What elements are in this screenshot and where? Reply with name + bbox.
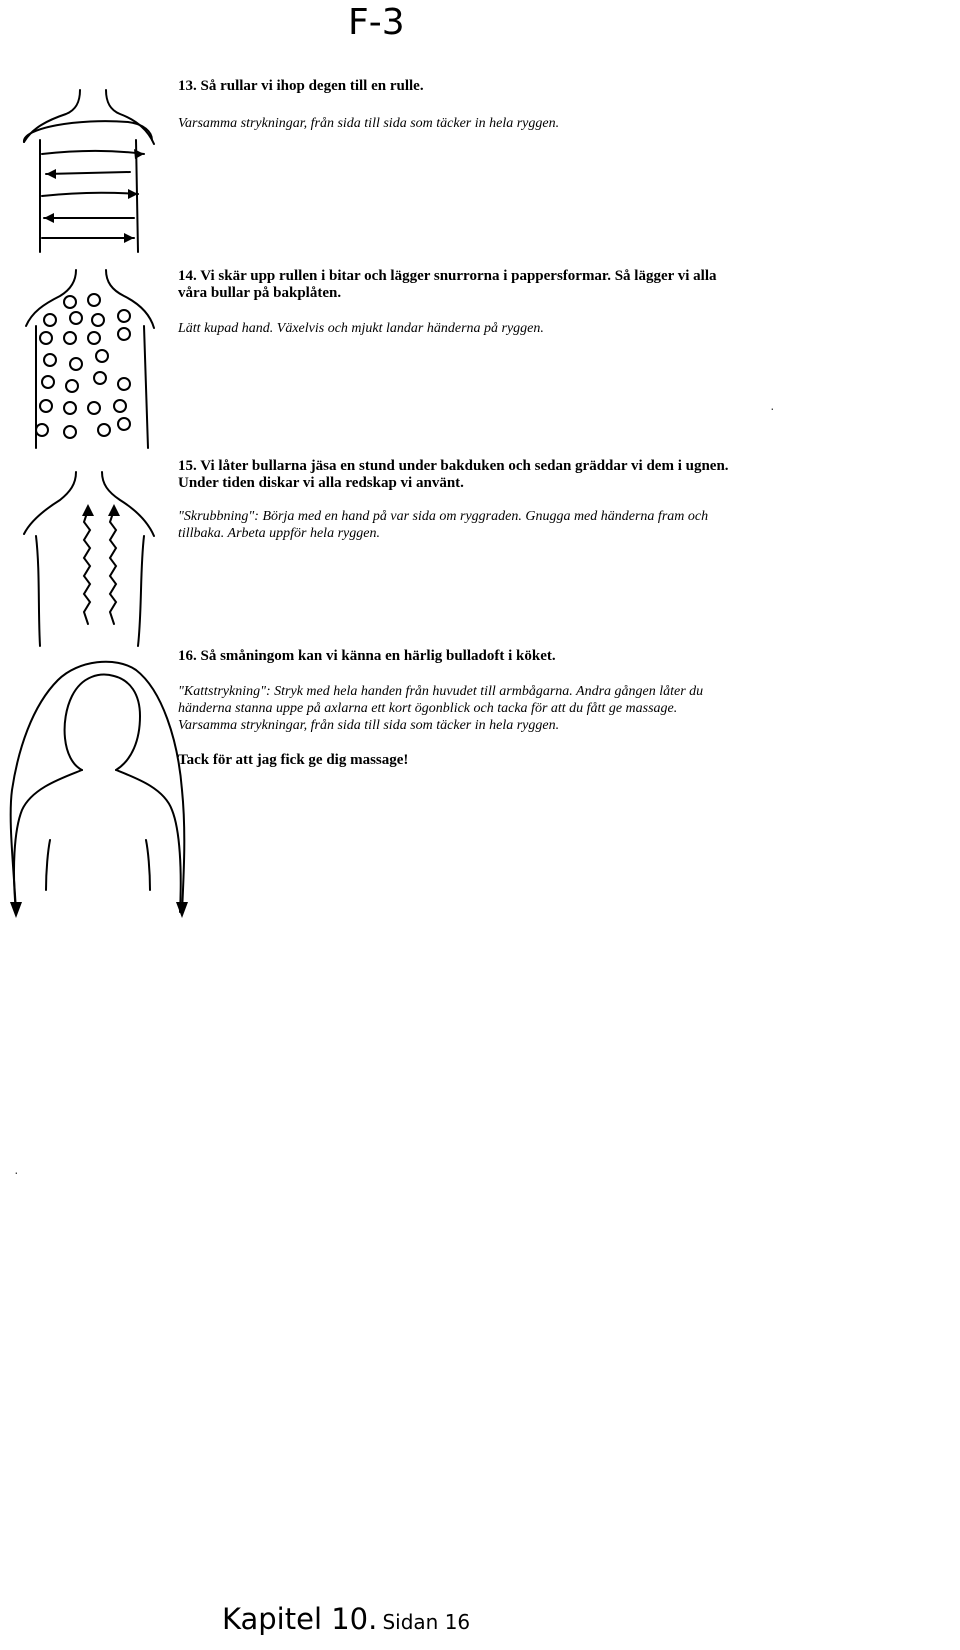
step-16-heading: 16. Så småningom kan vi känna en härlig bulladoft i köket. [178,648,556,664]
step-13 [178,78,918,132]
step-15-instruction: "Skrubbning": Börja med en hand på var sida om ryggraden. Gnugga med händerna fram och tillbaka. Arbeta uppför hela ryggen. [178,509,709,541]
chapter-label: Kapitel 10. [222,1602,378,1636]
step-16 [178,648,728,769]
step-16-instruction: "Kattstrykning": Stryk med hela handen från huvudet till armbågarna. Andra gången låter du händerna stanna uppe på axlarna ett kort ögonblick och tacka för att du fått ge massage. [178,684,704,716]
silhouette-cat-stroke-illustration [2,650,192,920]
step-15 [178,458,738,542]
step-14-heading: 14. Vi skär upp rullen i bitar och lägger snurrorna i pappersformar. Så lägger vi alla våra bullar på bakplåten. [178,268,717,301]
step-15-heading: 15. Vi låter bullarna jäsa en stund under bakduken och sedan gräddar vi dem i ugnen. Under tiden diskar vi alla redskap vi använt. [178,458,729,491]
step-14-instruction: Lätt kupad hand. Växelvis och mjukt landar händerna på ryggen. [178,321,544,336]
back-horizontal-strokes-illustration [18,88,158,258]
back-scrubbing-illustration [20,470,160,650]
stray-mark: · [770,400,775,416]
step-13-heading: 13. Så rullar vi ihop degen till en rulle. [178,78,424,94]
stray-mark-2: · [14,1164,19,1180]
closing-thanks: Tack för att jag fick ge dig massage! [178,752,409,768]
page-number: Sidan 16 [382,1610,471,1634]
step-16-instruction-2: Varsamma strykningar, från sida till sida som täcker in hela ryggen. [178,718,560,733]
step-13-instruction: Varsamma strykningar, från sida till sida som täcker in hela ryggen. [178,116,560,131]
page-code: F-3 [348,2,405,43]
back-buns-illustration [20,268,160,458]
step-14 [178,268,723,337]
page-footer [222,1602,470,1636]
